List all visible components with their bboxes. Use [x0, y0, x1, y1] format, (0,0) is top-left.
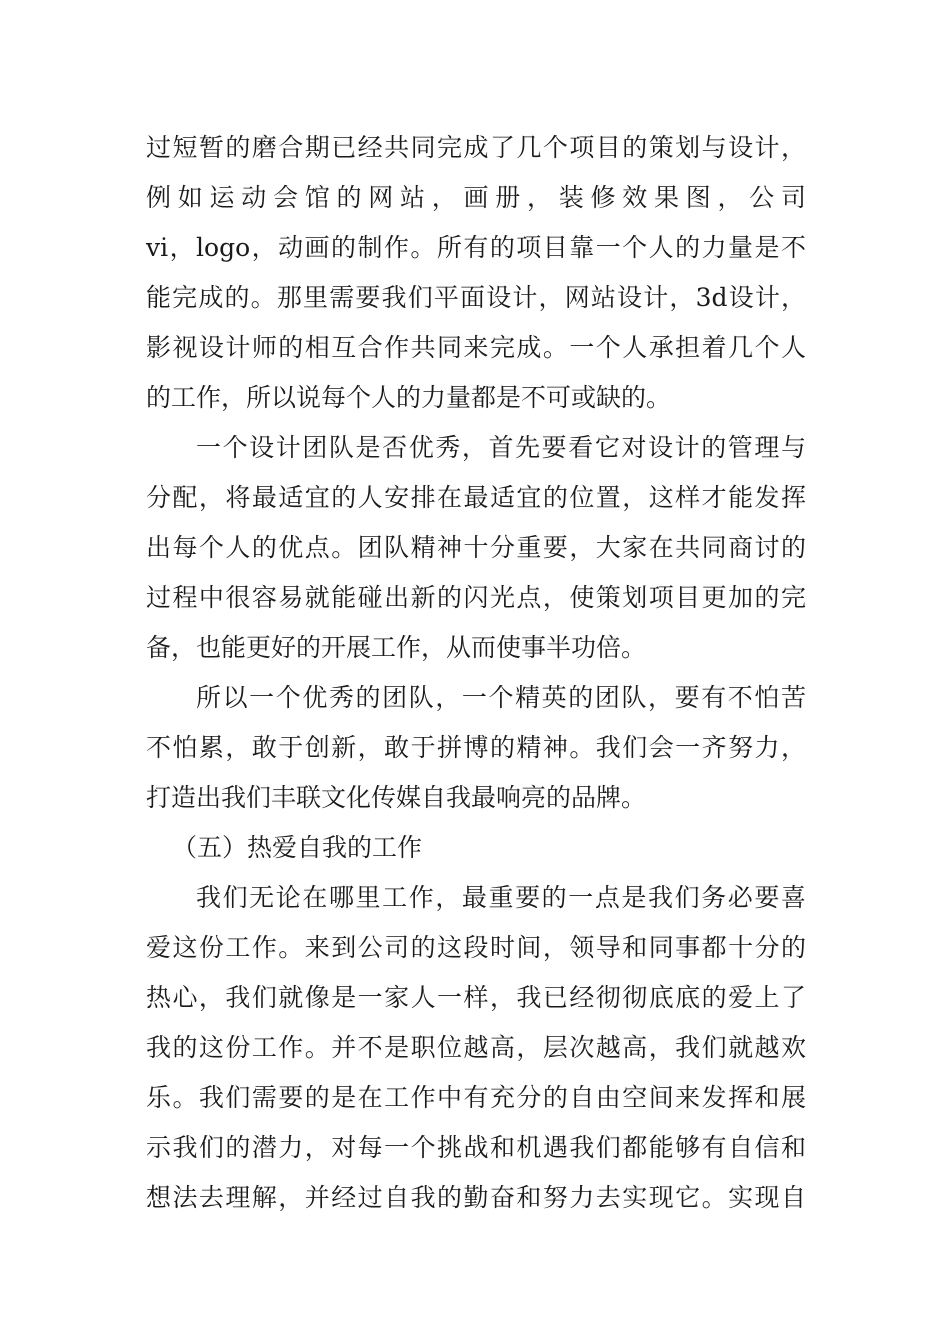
paragraph-line: 例如运动会馆的网站，画册，装修效果图，公司: [146, 183, 806, 212]
paragraph-line: 分配，将最适宜的人安排在最适宜的位置，这样才能发挥: [146, 483, 806, 512]
paragraph-line: 能完成的。那里需要我们平面设计，网站设计，3d设计，: [146, 283, 806, 312]
paragraph-line: 的工作，所以说每个人的力量都是不可或缺的。: [146, 383, 672, 412]
paragraph-line: 爱这份工作。来到公司的这段时间，领导和同事都十分的: [146, 933, 806, 962]
paragraph-line: 不怕累，敢于创新，敢于拼博的精神。我们会一齐努力，: [146, 733, 806, 762]
paragraph-line: 打造出我们丰联文化传媒自我最响亮的品牌。: [146, 783, 647, 812]
section-heading: （五）热爱自我的工作: [172, 833, 423, 862]
paragraph-line: 一个设计团队是否优秀，首先要看它对设计的管理与: [196, 433, 806, 462]
paragraph-line: 出每个人的优点。团队精神十分重要，大家在共同商讨的: [146, 533, 806, 562]
paragraph-line: 我们无论在哪里工作，最重要的一点是我们务必要喜: [196, 883, 806, 912]
paragraph-line: 备，也能更好的开展工作，从而使事半功倍。: [146, 633, 647, 662]
paragraph-line: 热心，我们就像是一家人一样，我已经彻彻底底的爱上了: [146, 983, 806, 1012]
paragraph-line: 想法去理解，并经过自我的勤奋和努力去实现它。实现自: [146, 1183, 806, 1212]
paragraph-line: 过短暂的磨合期已经共同完成了几个项目的策划与设计，: [146, 133, 806, 162]
paragraph-line: 过程中很容易就能碰出新的闪光点，使策划项目更加的完: [146, 583, 806, 612]
paragraph-line: 影视设计师的相互合作共同来完成。一个人承担着几个人: [146, 333, 806, 362]
paragraph-line: 我的这份工作。并不是职位越高，层次越高，我们就越欢: [146, 1033, 806, 1062]
paragraph-line: 所以一个优秀的团队，一个精英的团队，要有不怕苦: [196, 683, 806, 712]
paragraph-line: 乐。我们需要的是在工作中有充分的自由空间来发挥和展: [146, 1083, 806, 1112]
paragraph-line: 示我们的潜力，对每一个挑战和机遇我们都能够有自信和: [146, 1133, 806, 1162]
paragraph-line: vi，logo，动画的制作。所有的项目靠一个人的力量是不: [146, 233, 806, 262]
